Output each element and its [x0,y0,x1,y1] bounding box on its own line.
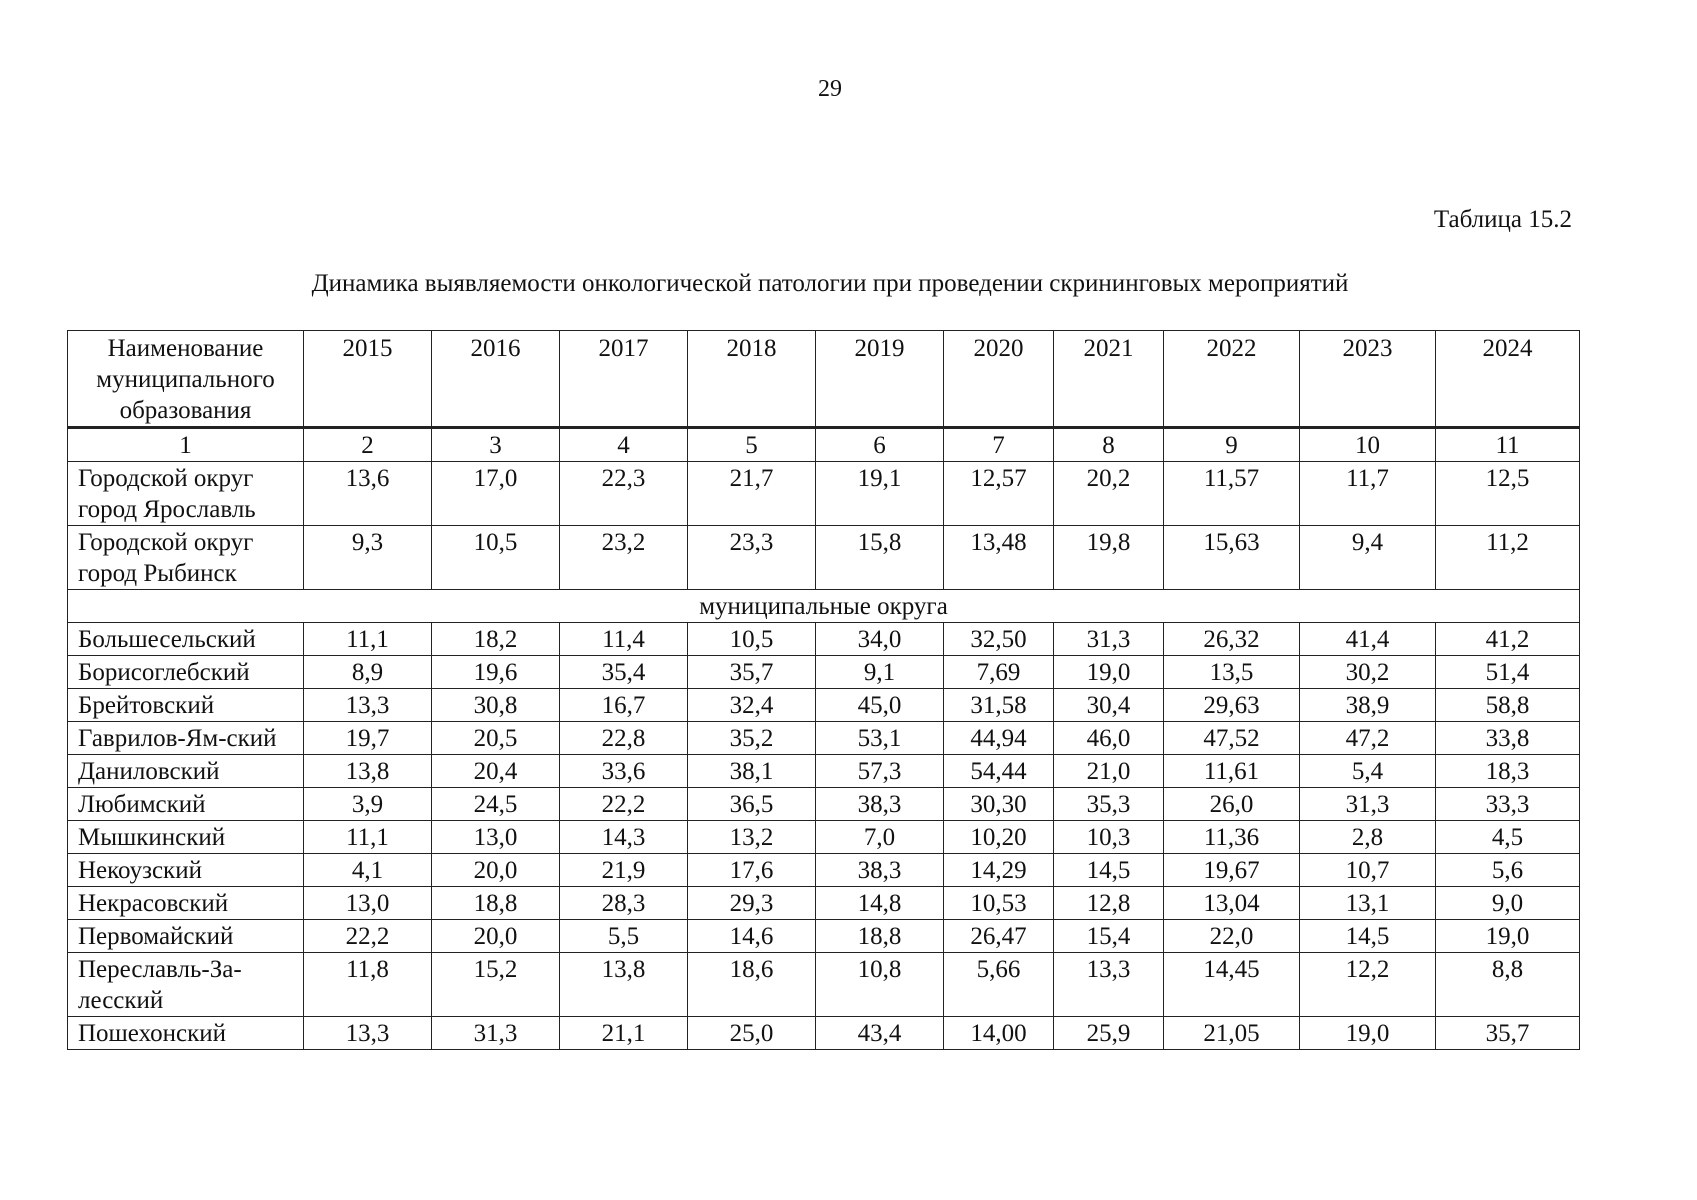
table-cell: 38,1 [688,755,816,788]
table-body [68,428,1580,1050]
table-cell: 11,57 [1164,462,1300,526]
table-row [68,854,1580,887]
table-row [68,920,1580,953]
table-cell: 31,3 [1054,623,1164,656]
table-cell: 32,50 [944,623,1054,656]
table-cell: 38,3 [816,788,944,821]
table-cell: 20,0 [432,854,560,887]
header-row [68,331,1580,428]
table-cell: 14,00 [944,1017,1054,1050]
column-number-row [68,428,1580,462]
table-cell: 23,3 [688,526,816,590]
column-number: 7 [944,428,1054,462]
table-cell: 33,6 [560,755,688,788]
column-number: 5 [688,428,816,462]
table-cell: 31,58 [944,689,1054,722]
table-cell: 11,2 [1436,526,1580,590]
table-cell: 16,7 [560,689,688,722]
table-cell: 13,04 [1164,887,1300,920]
table-cell: 29,63 [1164,689,1300,722]
table-cell: 10,3 [1054,821,1164,854]
table-cell: 5,4 [1300,755,1436,788]
table-cell: 22,2 [304,920,432,953]
table-cell: 34,0 [816,623,944,656]
column-number: 2 [304,428,432,462]
table-cell: 57,3 [816,755,944,788]
table-cell: 15,8 [816,526,944,590]
table-cell: 20,5 [432,722,560,755]
table-cell: 20,2 [1054,462,1164,526]
table-cell: 8,9 [304,656,432,689]
table-cell: 13,8 [560,953,688,1017]
table-cell: 17,6 [688,854,816,887]
table-cell: 10,53 [944,887,1054,920]
table-cell: 22,2 [560,788,688,821]
column-number: 6 [816,428,944,462]
column-header-year: 2018 [688,331,816,428]
table-cell: 18,8 [432,887,560,920]
column-number: 8 [1054,428,1164,462]
table-cell: 35,7 [1436,1017,1580,1050]
table-cell: 58,8 [1436,689,1580,722]
table-row [68,623,1580,656]
table-cell: 5,66 [944,953,1054,1017]
column-number: 4 [560,428,688,462]
table-cell: 18,2 [432,623,560,656]
column-header-year: 2023 [1300,331,1436,428]
table-cell: 9,4 [1300,526,1436,590]
table-cell: 31,3 [1300,788,1436,821]
table-cell: 26,0 [1164,788,1300,821]
table-cell: 11,7 [1300,462,1436,526]
table-cell: 20,0 [432,920,560,953]
table-cell: 41,2 [1436,623,1580,656]
table-cell: 14,5 [1300,920,1436,953]
table-cell: 12,8 [1054,887,1164,920]
table-cell: 14,29 [944,854,1054,887]
table-cell: 10,5 [432,526,560,590]
table-cell: 19,67 [1164,854,1300,887]
column-header-year: 2016 [432,331,560,428]
table-cell: 30,4 [1054,689,1164,722]
table-cell: 22,3 [560,462,688,526]
column-number: 1 [68,428,304,462]
table-cell: 5,5 [560,920,688,953]
table-cell: 13,3 [304,689,432,722]
table-cell: 33,8 [1436,722,1580,755]
table-cell: 19,0 [1300,1017,1436,1050]
table-cell: 47,52 [1164,722,1300,755]
page-number: 29 [818,76,842,102]
municipality-name: Мышкинский [68,821,304,854]
column-number: 11 [1436,428,1580,462]
municipality-name: Некоузский [68,854,304,887]
section-row [68,590,1580,623]
table-cell: 18,6 [688,953,816,1017]
table-row [68,1017,1580,1050]
table-row [68,526,1580,590]
table-cell: 13,3 [304,1017,432,1050]
table-cell: 26,32 [1164,623,1300,656]
table-cell: 7,69 [944,656,1054,689]
column-header-year: 2020 [944,331,1054,428]
table-cell: 28,3 [560,887,688,920]
table-cell: 32,4 [688,689,816,722]
table-row [68,755,1580,788]
table-cell: 15,2 [432,953,560,1017]
table-cell: 7,0 [816,821,944,854]
column-header-name: Наименование муниципального образования [68,331,304,428]
table-cell: 11,8 [304,953,432,1017]
column-header-year: 2024 [1436,331,1580,428]
table-cell: 23,2 [560,526,688,590]
table-cell: 21,9 [560,854,688,887]
table-cell: 13,2 [688,821,816,854]
table-cell: 9,0 [1436,887,1580,920]
table-row [68,953,1580,1017]
table-cell: 14,5 [1054,854,1164,887]
table-cell: 38,9 [1300,689,1436,722]
table-cell: 14,3 [560,821,688,854]
table-cell: 19,8 [1054,526,1164,590]
table-cell: 35,3 [1054,788,1164,821]
table-cell: 19,0 [1054,656,1164,689]
table-cell: 30,30 [944,788,1054,821]
table-cell: 29,3 [688,887,816,920]
column-header-year: 2017 [560,331,688,428]
screening-table [67,330,1580,1050]
municipality-name: Борисоглебский [68,656,304,689]
table-cell: 14,8 [816,887,944,920]
table-cell: 11,1 [304,623,432,656]
municipality-name: Пошехонский [68,1017,304,1050]
table-cell: 13,8 [304,755,432,788]
table-cell: 35,4 [560,656,688,689]
municipality-name: Даниловский [68,755,304,788]
table-cell: 17,0 [432,462,560,526]
table-cell: 11,61 [1164,755,1300,788]
table-cell: 11,36 [1164,821,1300,854]
table-cell: 47,2 [1300,722,1436,755]
table-cell: 14,45 [1164,953,1300,1017]
table-row [68,887,1580,920]
table-cell: 22,0 [1164,920,1300,953]
table-cell: 4,5 [1436,821,1580,854]
municipality-name: Некрасовский [68,887,304,920]
table-cell: 19,7 [304,722,432,755]
table-cell: 30,8 [432,689,560,722]
table-cell: 18,3 [1436,755,1580,788]
table-cell: 19,6 [432,656,560,689]
table-title: Динамика выявляемости онкологической патологии при проведении скрининговых мероприятий [311,270,1349,297]
section-label: муниципальные округа [68,590,1580,623]
table-cell: 54,44 [944,755,1054,788]
table-cell: 13,0 [432,821,560,854]
municipality-name: Городской округ город Рыбинск [68,526,304,590]
table-cell: 22,8 [560,722,688,755]
table-cell: 13,48 [944,526,1054,590]
table-cell: 13,5 [1164,656,1300,689]
table-cell: 41,4 [1300,623,1436,656]
table-cell: 35,2 [688,722,816,755]
table-cell: 20,4 [432,755,560,788]
table-cell: 11,4 [560,623,688,656]
municipality-name: Брейтовский [68,689,304,722]
table-cell: 9,3 [304,526,432,590]
table-cell: 43,4 [816,1017,944,1050]
table-cell: 36,5 [688,788,816,821]
table-label: Таблица 15.2 [1433,206,1572,233]
table-cell: 12,5 [1436,462,1580,526]
column-number: 3 [432,428,560,462]
table-cell: 21,1 [560,1017,688,1050]
table-cell: 12,2 [1300,953,1436,1017]
table-row [68,462,1580,526]
column-number: 9 [1164,428,1300,462]
table-cell: 24,5 [432,788,560,821]
table-cell: 4,1 [304,854,432,887]
table-cell: 38,3 [816,854,944,887]
table-cell: 12,57 [944,462,1054,526]
table-cell: 51,4 [1436,656,1580,689]
table-row [68,788,1580,821]
table-cell: 13,3 [1054,953,1164,1017]
table-cell: 11,1 [304,821,432,854]
table-cell: 13,0 [304,887,432,920]
table-row [68,821,1580,854]
municipality-name: Переславль-За-лесский [68,953,304,1017]
table-cell: 21,05 [1164,1017,1300,1050]
table-cell: 21,0 [1054,755,1164,788]
table-cell: 10,5 [688,623,816,656]
table-cell: 31,3 [432,1017,560,1050]
table-cell: 2,8 [1300,821,1436,854]
table-row [68,656,1580,689]
table-cell: 5,6 [1436,854,1580,887]
table-cell: 53,1 [816,722,944,755]
table-cell: 46,0 [1054,722,1164,755]
table-cell: 15,63 [1164,526,1300,590]
table-cell: 13,6 [304,462,432,526]
municipality-name: Городской округ город Ярославль [68,462,304,526]
municipality-name: Большесельский [68,623,304,656]
table-cell: 10,20 [944,821,1054,854]
table-cell: 18,8 [816,920,944,953]
table-cell: 25,9 [1054,1017,1164,1050]
table-cell: 26,47 [944,920,1054,953]
table-cell: 15,4 [1054,920,1164,953]
table-cell: 10,7 [1300,854,1436,887]
table-cell: 30,2 [1300,656,1436,689]
table-cell: 33,3 [1436,788,1580,821]
table-cell: 19,1 [816,462,944,526]
table-cell: 19,0 [1436,920,1580,953]
table-cell: 10,8 [816,953,944,1017]
column-header-year: 2022 [1164,331,1300,428]
table-cell: 21,7 [688,462,816,526]
municipality-name: Гаврилов-Ям-ский [68,722,304,755]
table-cell: 3,9 [304,788,432,821]
column-header-year: 2019 [816,331,944,428]
table-cell: 8,8 [1436,953,1580,1017]
table-row [68,689,1580,722]
table-cell: 14,6 [688,920,816,953]
column-header-year: 2021 [1054,331,1164,428]
municipality-name: Любимский [68,788,304,821]
table-cell: 25,0 [688,1017,816,1050]
table-cell: 9,1 [816,656,944,689]
column-number: 10 [1300,428,1436,462]
column-header-year: 2015 [304,331,432,428]
table-row [68,722,1580,755]
table-cell: 45,0 [816,689,944,722]
table-cell: 13,1 [1300,887,1436,920]
municipality-name: Первомайский [68,920,304,953]
table-cell: 35,7 [688,656,816,689]
table-cell: 44,94 [944,722,1054,755]
